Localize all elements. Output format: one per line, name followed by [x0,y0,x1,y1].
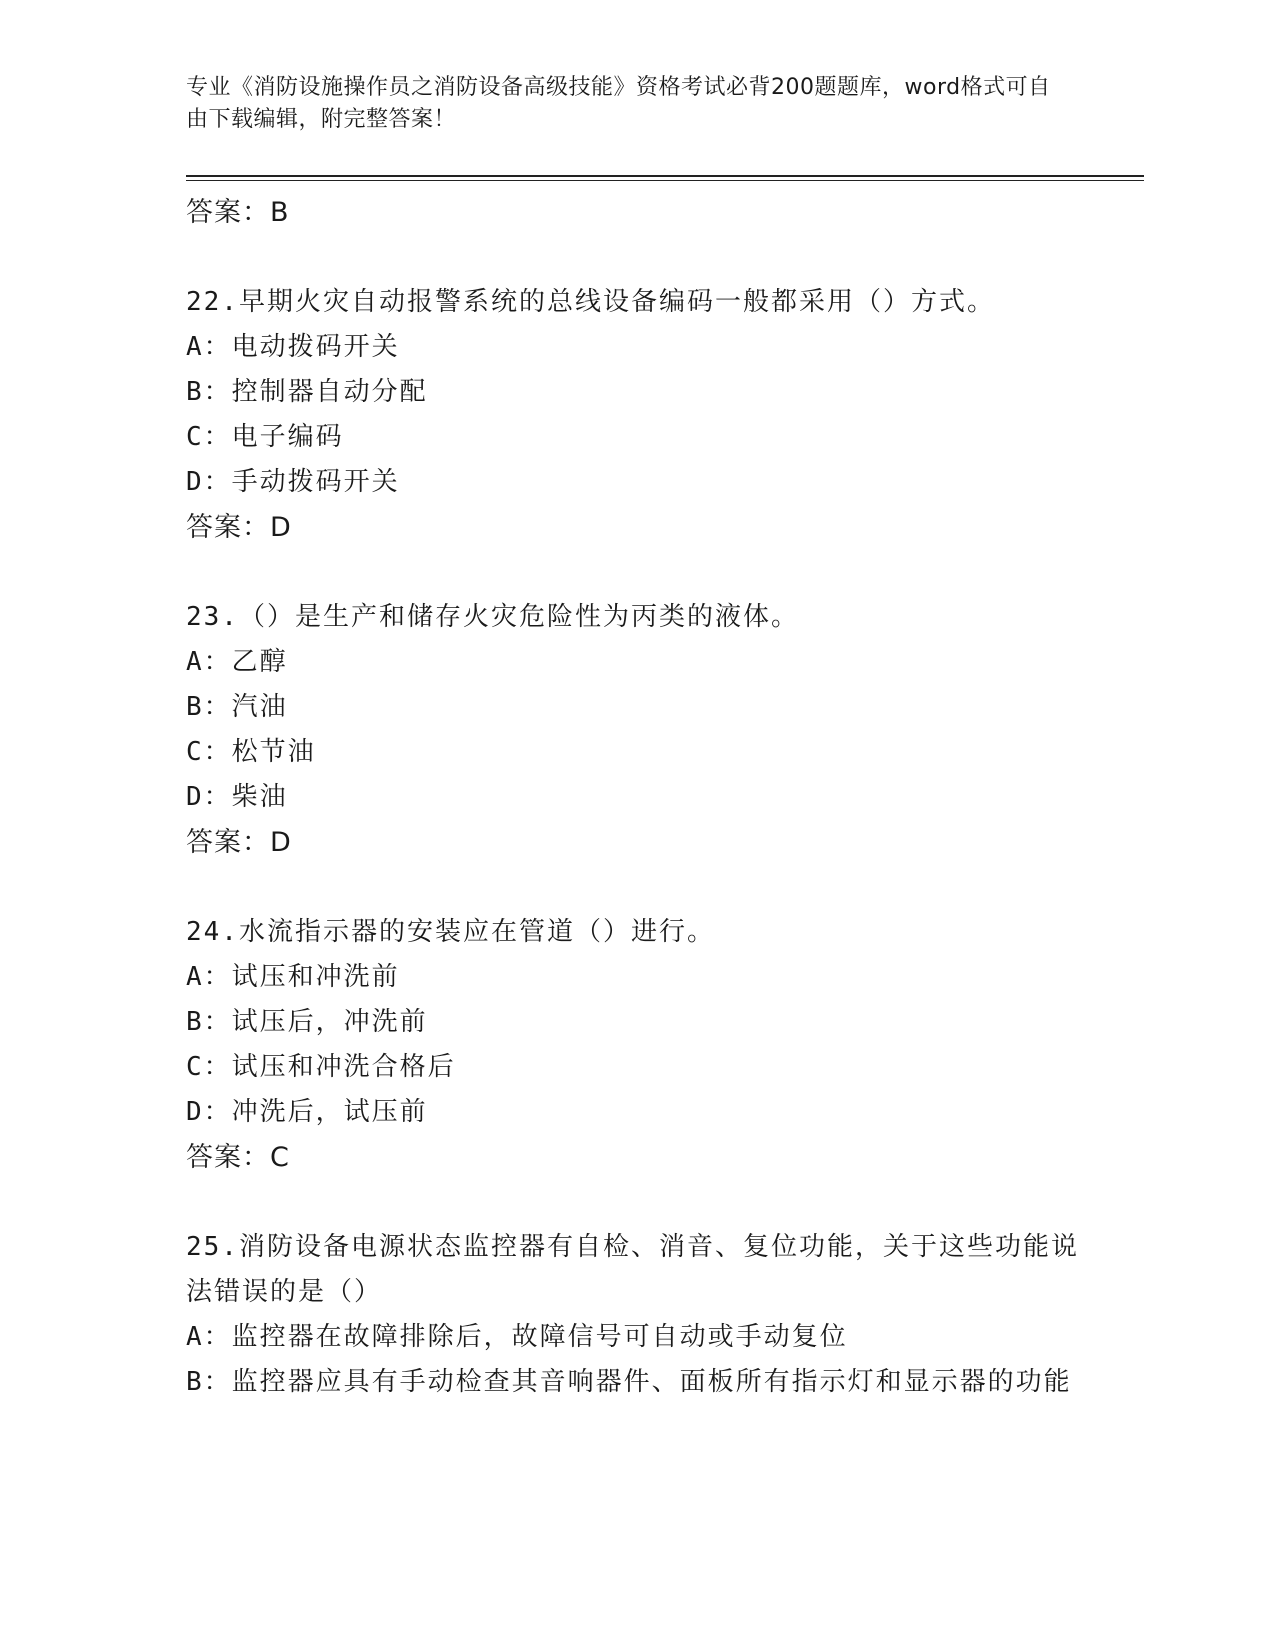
question-text: 22.早期火灾自动报警系统的总线设备编码一般都采用（）方式。 [186,287,995,317]
answer-label: 答案：B [186,197,290,228]
spacer [186,550,1086,595]
option-c: C：试压和冲洗合格后 [186,1052,456,1082]
answer-label: 答案：D [186,827,292,858]
answer-label: 答案：D [186,512,292,543]
option-b: B：控制器自动分配 [186,377,428,407]
answer-label: 答案：C [186,1142,290,1173]
option-b: B：试压后，冲洗前 [186,1007,428,1037]
spacer [186,235,1086,280]
question-block [186,1225,1086,1405]
option-a: A：电动拨码开关 [186,332,400,362]
spacer [186,865,1086,910]
option-d: D：手动拨码开关 [186,467,400,497]
header-divider-thin [186,180,1144,181]
option-a: A：监控器在故障排除后，故障信号可自动或手动复位 [186,1322,848,1352]
option-b: B：监控器应具有手动检查其音响器件、面板所有指示灯和显示器的功能 [186,1367,1072,1397]
question-list [186,190,1086,1405]
option-d: D：柴油 [186,782,288,812]
document-header: 专业《消防设施操作员之消防设备高级技能》资格考试必背200题题库，word格式可自由下载编辑，附完整答案！ [186,75,1051,132]
header-divider-thick [186,175,1144,177]
option-d: D：冲洗后，试压前 [186,1097,428,1127]
question-block [186,280,1086,550]
option-c: C：电子编码 [186,422,344,452]
question-text: 23.（）是生产和储存火灾危险性为丙类的液体。 [186,602,799,632]
option-c: C：松节油 [186,737,316,767]
spacer [186,1180,1086,1225]
option-a: A：试压和冲洗前 [186,962,400,992]
option-b: B：汽油 [186,692,288,722]
question-block [186,595,1086,865]
option-a: A：乙醇 [186,647,288,677]
question-text: 24.水流指示器的安装应在管道（）进行。 [186,917,715,947]
question-block [186,910,1086,1180]
question-text: 25.消防设备电源状态监控器有自检、消音、复位功能，关于这些功能说法错误的是（） [186,1232,1079,1307]
